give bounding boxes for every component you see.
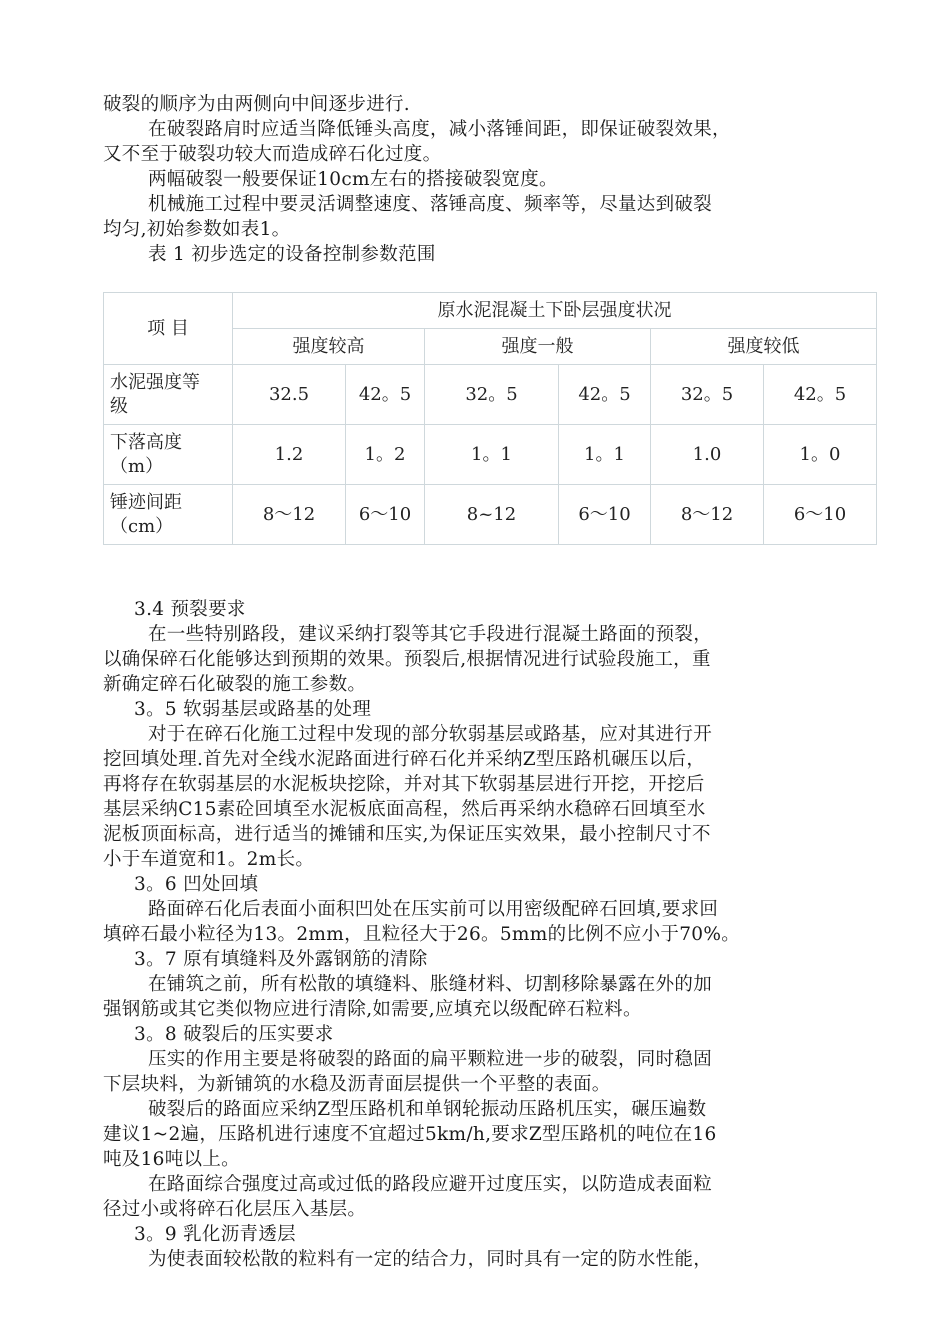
text-line: 小于车道宽和1。2m长。 (103, 849, 315, 870)
text-line: 下层块料，为新铺筑的水稳及沥青面层提供一个平整的表面。 (103, 1074, 611, 1095)
table-cell: 32.5 (233, 365, 346, 425)
section-heading: 3。6 凹处回填 (134, 874, 259, 895)
text-line: 又不至于破裂功较大而造成碎石化过度。 (103, 144, 442, 165)
row-label-line: 下落高度 (110, 431, 182, 453)
table-cell: 1。0 (764, 425, 877, 485)
row-label-line: 级 (110, 395, 128, 417)
section-heading: 3.4 预裂要求 (134, 599, 246, 620)
table-cell: 1。1 (425, 425, 559, 485)
table-cell: 42。5 (764, 365, 877, 425)
table-cell: 42。5 (346, 365, 425, 425)
parameter-table-wrapper (103, 292, 876, 545)
section-heading: 3。5 软弱基层或路基的处理 (134, 699, 372, 720)
text-line: 在一些特别路段，建议采纳打裂等其它手段进行混凝土路面的预裂， (148, 624, 713, 645)
text-line: 路面碎石化后表面小面积凹处在压实前可以用密级配碎石回填,要求回 (148, 899, 719, 920)
row-label-line: 水泥强度等 (110, 371, 200, 393)
text-line: 为使表面较松散的粒料有一定的结合力，同时具有一定的防水性能， (148, 1249, 713, 1270)
text-line: 破裂后的路面应采纳Z型压路机和单钢轮振动压路机压实，碾压遍数 (148, 1099, 707, 1120)
text-line: 在铺筑之前，所有松散的填缝料、胀缝材料、切割移除暴露在外的加 (148, 974, 713, 995)
text-line: 破裂的顺序为由两侧向中间逐步进行. (103, 94, 410, 115)
table-cell: 1。2 (346, 425, 425, 485)
section-heading: 3。9 乳化沥青透层 (134, 1224, 296, 1245)
row-label (104, 365, 233, 425)
parameter-table (103, 292, 877, 545)
table-cell: 8～12 (651, 485, 764, 545)
table-cell: 32。5 (651, 365, 764, 425)
row-label-line: （cm） (110, 515, 174, 537)
sub-header-high: 强度较高 (233, 329, 425, 365)
text-line: 在破裂路肩时应适当降低锤头高度，减小落锤间距，即保证破裂效果， (148, 119, 731, 140)
table-caption: 表 1 初步选定的设备控制参数范围 (148, 244, 436, 265)
table-cell: 6～10 (346, 485, 425, 545)
text-line: 压实的作用主要是将破裂的路面的扁平颗粒进一步的破裂，同时稳固 (148, 1049, 713, 1070)
text-line: 两幅破裂一般要保证10cm左右的搭接破裂宽度。 (148, 169, 558, 190)
text-line: 挖回填处理.首先对全线水泥路面进行碎石化并采纳Z型压路机碾压以后， (103, 749, 706, 770)
table-cell: 8～12 (233, 485, 346, 545)
table-cell: 1.2 (233, 425, 346, 485)
text-line: 均匀,初始参数如表1。 (103, 219, 291, 240)
section-heading: 3。7 原有填缝料及外露钢筋的清除 (134, 949, 428, 970)
sub-header-medium: 强度一般 (425, 329, 651, 365)
text-line: 强钢筋或其它类似物应进行清除,如需要,应填充以级配碎石粒料。 (103, 999, 642, 1020)
table-cell: 42。5 (559, 365, 651, 425)
table-cell: 8~12 (425, 485, 559, 545)
text-line: 再将存在软弱基层的水泥板块挖除，并对其下软弱基层进行开挖，开挖后 (103, 774, 705, 795)
text-line: 径过小或将碎石化层压入基层。 (103, 1199, 367, 1220)
section-heading: 3。8 破裂后的压实要求 (134, 1024, 334, 1045)
table-cell: 32。5 (425, 365, 559, 425)
text-line: 填碎石最小粒径为13。2mm，且粒径大于26。5mm的比例不应小于70%。 (103, 924, 741, 945)
row-label-line: （m） (110, 455, 164, 477)
table-cell: 1.0 (651, 425, 764, 485)
table-row (104, 425, 877, 485)
text-line: 机械施工过程中要灵活调整速度、落锤高度、频率等，尽量达到破裂 (148, 194, 713, 215)
text-line: 建议1~2遍，压路机进行速度不宜超过5km/h,要求Z型压路机的吨位在16 (103, 1124, 717, 1145)
table-cell: 1。1 (559, 425, 651, 485)
row-label (104, 485, 233, 545)
group-header: 原水泥混凝土下卧层强度状况 (233, 293, 877, 329)
table-cell: 6～10 (559, 485, 651, 545)
table-row (104, 485, 877, 545)
text-line: 对于在碎石化施工过程中发现的部分软弱基层或路基，应对其进行开 (148, 724, 713, 745)
table-cell: 6～10 (764, 485, 877, 545)
text-line: 基层采纳C15素砼回填至水泥板底面高程，然后再采纳水稳碎石回填至水 (103, 799, 706, 820)
text-line: 新确定碎石化破裂的施工参数。 (103, 674, 367, 695)
table-row (104, 365, 877, 425)
row-label-line: 锤迹间距 (110, 491, 182, 513)
text-line: 吨及16吨以上。 (103, 1149, 240, 1170)
text-line: 在路面综合强度过高或过低的路段应避开过度压实，以防造成表面粒 (148, 1174, 713, 1195)
text-line: 以确保碎石化能够达到预期的效果。预裂后,根据情况进行试验段施工，重 (103, 649, 711, 670)
text-line: 泥板顶面标高，进行适当的摊铺和压实,为保证压实效果，最小控制尺寸不 (103, 824, 711, 845)
item-header: 项 目 (104, 293, 233, 365)
sub-header-low: 强度较低 (651, 329, 877, 365)
row-label (104, 425, 233, 485)
